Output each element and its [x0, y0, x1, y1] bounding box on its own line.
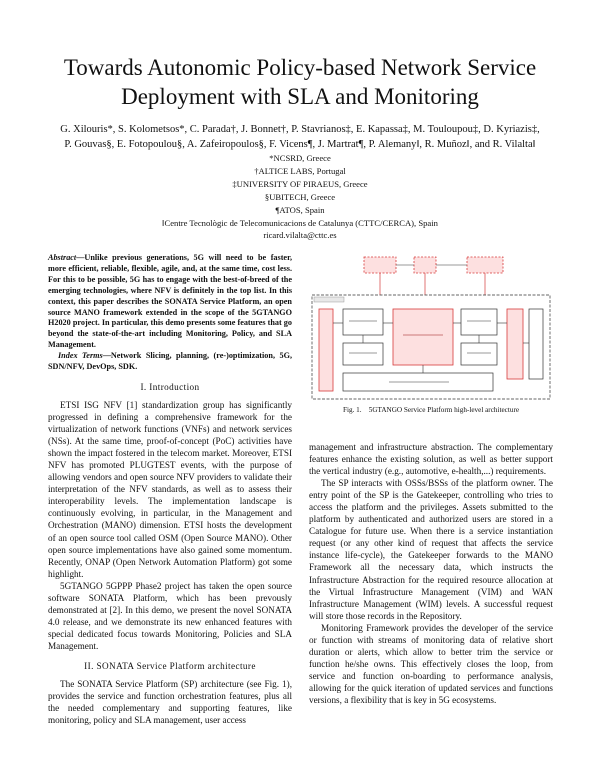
diagram-right-block: [507, 309, 523, 379]
diagram-far-right-block: [529, 309, 543, 379]
diagram-mano-box: [393, 309, 453, 365]
abstract-text: —Unlike previous generations, 5G will need to be faster, more efficient, reliable, flexible, agile, and, at the same time, cost less. For this to be possible, 5G has to engage with the best-of-breed of the emerging technologies, where NFV is definitely in the top list. In this context, this paper describes the SONATA Service Platform, an open source MANO framework extended in the scope of the 5GTANGO H2020 project. In particular, this demo presents some features that go beyond the state-of-the-art including Monitoring, Policy, and SLA Management.: [48, 253, 292, 350]
affiliation-altice: †ALTICE LABS, Portugal: [254, 165, 346, 176]
abstract-label: Abstract: [48, 253, 77, 262]
paper-title: [40, 53, 560, 111]
figure-caption: [309, 406, 553, 414]
right-column: [309, 441, 553, 706]
index-terms-text: —Network Slicing, planning, (re-)optimization, 5G, SDN/NFV, DevOps, SDK.: [48, 351, 292, 372]
diagram-left-block: [319, 309, 333, 391]
author-line-2: P. Gouvas§, E. Fotopoulou§, A. Zafeiropoulos§, F. Vicens¶, J. Martrat¶, P. Alemany‖, R. Muñoz‖, and R. Vilalta‖: [64, 139, 536, 150]
architecture-paragraph-3: Monitoring Framework provides the developer of the service or function with streams of monitoring data of relative short duration or alerts, which allow to better trim the service or function he/she owns. This effectively closes the loop, from service and function on-boarding to performance analysis, allowing for the quick iteration of updated services and functions versions, a flexibility that is key in 5G ecosystems.: [309, 622, 553, 705]
figure-label: Fig. 1.: [342, 406, 362, 414]
title-line-2: Deployment with SLA and Monitoring: [121, 84, 479, 109]
section-heading-architecture: II. SONATA Service Platform architecture: [84, 661, 256, 671]
diagram-policy-box: [461, 343, 497, 365]
left-column: [48, 253, 292, 726]
diagram-catalogue-box: [343, 343, 383, 365]
intro-paragraph-1: ETSI ISG NFV [1] standardization group has significantly progressed in defining a comprehensive framework for the virtualization of network functions (VNFs) and network services (NSs). At the same time, proof-of-concept (PoC) activities have shown the impact fostered in the telecom market. Moreover, ETSI NFV has promoted PLUGTEST events, with the purpose of allowing vendors and open source NFV providers to validate their interpretation of the NFV standards, as well as to assess their interoperability levels. The implementation landscape is continuously evolving, in particular, in the Management and Orchestration (MANO) dimension. ETSI hosts the development of an open source tool called OSM (Open Source MANO). Other open source implementations have also gained some momentum. Recently, ONAP (Open Network Automation Platform) got some highlight.: [48, 400, 292, 579]
architecture-paragraph-continued: management and infrastructure abstraction. The complementary features enhance the existing solution, as well as better support the vertical industry (e.g., automotive, e-health,...) requirements.: [309, 442, 553, 477]
affiliation-atos: ¶ATOS, Spain: [275, 204, 325, 215]
affiliation-cttc: ‖Centre Tecnològic de Telecomunicacions de Catalunya (CTTC/CERCA), Spain: [162, 217, 438, 228]
author-line-1: G. Xilouris*, S. Kolometsos*, C. Parada†, J. Bonnet†, P. Stavrianos‡, E. Kapassa‡, M. Touloupou‡, D. Kyriazis‡,: [60, 124, 540, 135]
affiliation-list: [60, 152, 540, 242]
architecture-paragraph-2: The SP interacts with OSSs/BSSs of the platform owner. The entry point of the SP is the Gatekeeper, controlling who tries to access the platform and the privileges. Assets submitted to the platform by authenticated and authorized users are stored in a Catalogue for future use. When there is a service instantiation request (or any other kind of request that affects the service instance life-cycle), the Gatekeeper forwards to the MANO Framework all the necessary data, which instructs the Infrastructure Abstraction for the required resource allocation at the Virtual Infrastructure Management (VIM) and WAN Infrastructure Management (WIM) levels. A successful request will store those records in the Repository.: [309, 478, 553, 621]
diagram-top-box-left: [364, 257, 396, 273]
contact-email[interactable]: ricard.vilalta@cttc.es: [263, 230, 337, 241]
diagram-monitoring-box: [461, 309, 497, 335]
figure-caption-text: 5GTANGO Service Platform high-level architecture: [368, 406, 520, 414]
intro-paragraph-2: 5GTANGO 5GPPP Phase2 project has taken the open source software SONATA Platform, which has been prevously demonstrated at [2]. In this demo, we present the novel SONATA 4.0 release, and we demonstrate its new enhanced features with special dedicated focus towards Monitoring, Policies and SLA Management.: [48, 580, 292, 651]
diagram-gatekeeper-box: [343, 309, 383, 335]
affiliation-ubitech: §UBITECH, Greece: [264, 191, 336, 202]
architecture-paragraph-1: The SONATA Service Platform (SP) architecture (see Fig. 1), provides the service and function orchestration features, plus all the needed complementary and supporting features, like monitoring, policy and SLA management, user access: [48, 679, 292, 726]
affiliation-ncsrd: *NCSRD, Greece: [269, 153, 331, 163]
index-terms-label: Index Terms: [58, 351, 103, 361]
section-heading-introduction: I. Introduction: [140, 381, 200, 392]
affiliation-piraeus: ‡UNIVERSITY OF PIRAEUS, Greece: [232, 178, 368, 189]
diagram-top-box-mid: [414, 257, 436, 273]
title-line-1: Towards Autonomic Policy-based Network Service: [63, 55, 537, 80]
architecture-diagram: [309, 253, 553, 403]
index-terms: [48, 351, 292, 373]
abstract: [48, 253, 292, 351]
diagram-top-box-right: [467, 257, 503, 273]
author-list: [40, 122, 560, 152]
diagram-platform-label: [314, 297, 344, 302]
